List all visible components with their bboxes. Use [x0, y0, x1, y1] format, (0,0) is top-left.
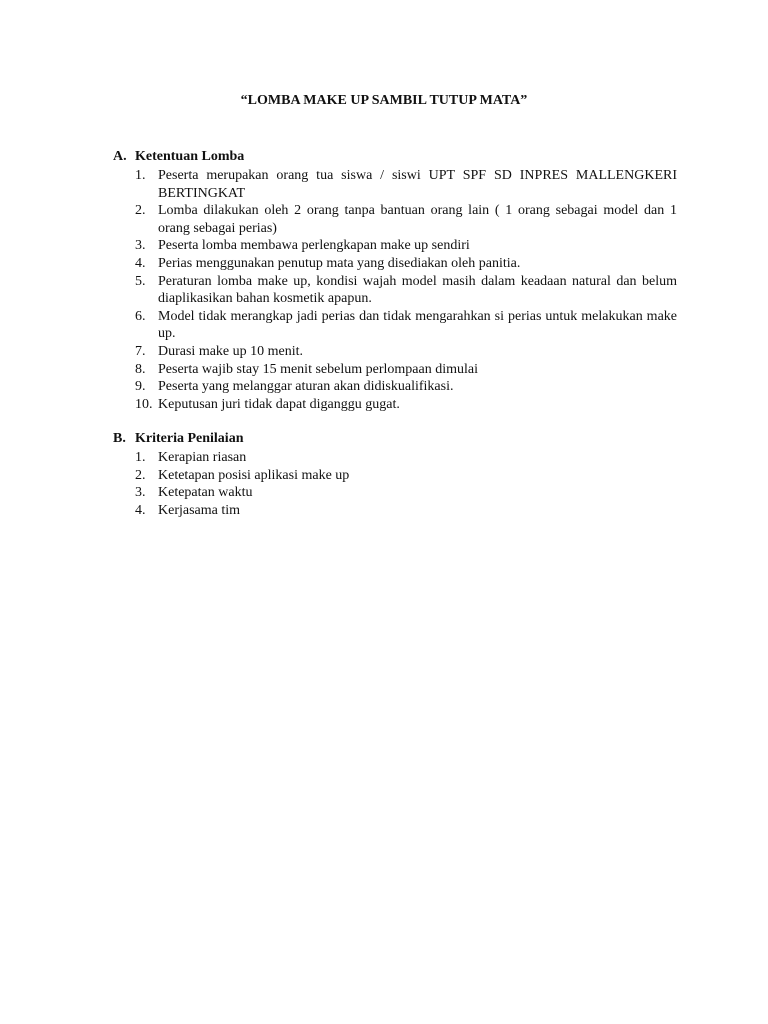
item-number: 2. — [135, 467, 146, 483]
list-item — [135, 273, 677, 308]
item-text: Ketetapan posisi aplikasi make up — [158, 467, 350, 483]
list-item — [135, 467, 677, 485]
section-title: Kriteria Penilaian — [135, 431, 244, 446]
item-text: Keputusan juri tidak dapat diganggu gugat. — [158, 396, 400, 412]
section-ketentuan-lomba — [113, 148, 677, 413]
item-text: Peserta lomba membawa perlengkapan make up sendiri — [158, 238, 470, 254]
list-item — [135, 167, 677, 202]
item-number: 5. — [135, 273, 146, 289]
section-heading — [113, 148, 677, 166]
section-letter: A. — [113, 149, 127, 164]
item-text: Durasi make up 10 menit. — [158, 343, 304, 359]
list-item — [135, 396, 677, 414]
page-title: “LOMBA MAKE UP SAMBIL TUTUP MATA” — [240, 93, 528, 108]
list-item — [135, 502, 677, 520]
list-item — [135, 361, 677, 379]
list-item — [135, 378, 677, 396]
item-number: 10. — [135, 396, 153, 412]
item-text: Peserta yang melanggar aturan akan didiskualifikasi. — [158, 379, 454, 395]
criteria-list — [113, 449, 677, 519]
item-text: Peraturan lomba make up, kondisi wajah model masih dalam keadaan natural dan belum diaplikasikan bahan kosmetik apapun. — [158, 273, 677, 307]
item-number: 9. — [135, 379, 146, 395]
item-number: 4. — [135, 255, 146, 271]
section-title: Ketentuan Lomba — [135, 149, 245, 164]
rules-list — [113, 167, 677, 413]
item-number: 6. — [135, 308, 146, 324]
item-number: 8. — [135, 361, 146, 377]
item-text: Perias menggunakan penutup mata yang disediakan oleh panitia. — [158, 255, 521, 271]
section-kriteria-penilaian — [113, 430, 677, 519]
item-number: 7. — [135, 343, 146, 359]
item-text: Lomba dilakukan oleh 2 orang tanpa bantuan orang lain ( 1 orang sebagai model dan 1 orang sebagai perias) — [158, 203, 677, 236]
list-item — [135, 449, 677, 467]
item-text: Peserta merupakan orang tua siswa / siswi UPT SPF SD INPRES MALLENGKERI BERTINGKAT — [158, 168, 677, 201]
item-text: Kerapian riasan — [158, 450, 247, 465]
list-item — [135, 484, 677, 502]
item-text: Kerjasama tim — [158, 502, 241, 518]
section-heading — [113, 430, 677, 448]
item-number: 3. — [135, 485, 146, 501]
list-item — [135, 308, 677, 343]
item-text: Model tidak merangkap jadi perias dan tidak mengarahkan si perias untuk melakukan make up. — [158, 308, 677, 342]
item-number: 3. — [135, 238, 146, 254]
list-item — [135, 202, 677, 237]
item-number: 4. — [135, 502, 146, 518]
item-text: Peserta wajib stay 15 menit sebelum perlompaan dimulai — [158, 361, 478, 377]
item-number: 2. — [135, 203, 146, 219]
item-number: 1. — [135, 450, 146, 465]
item-text: Ketepatan waktu — [158, 485, 253, 501]
section-letter: B. — [113, 431, 126, 446]
list-item — [135, 255, 677, 273]
item-number: 1. — [135, 168, 146, 183]
list-item — [135, 343, 677, 361]
list-item — [135, 237, 677, 255]
